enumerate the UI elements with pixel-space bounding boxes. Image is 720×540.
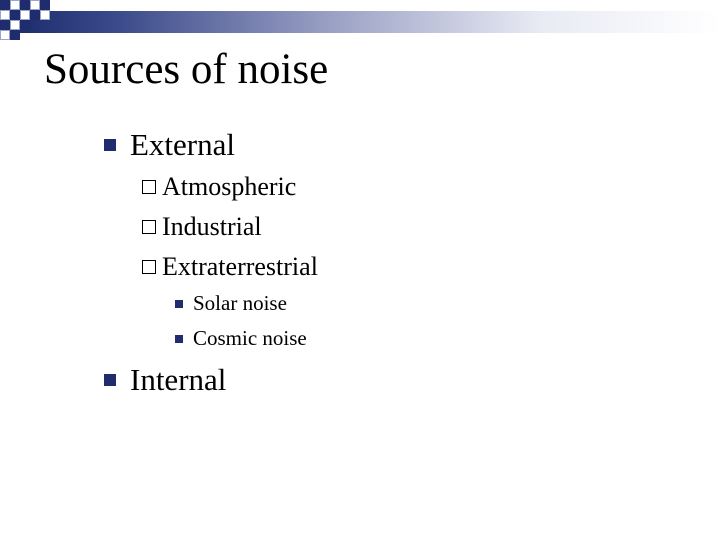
sub-sub-bullet-cosmic: Cosmic noise xyxy=(193,326,307,350)
bullet-square-icon xyxy=(104,374,116,386)
decor-square xyxy=(30,10,40,20)
decor-square xyxy=(10,30,20,40)
bullet-square-icon xyxy=(104,139,116,151)
decor-square xyxy=(10,20,20,30)
hollow-box-icon xyxy=(142,180,156,194)
sub-bullet-label: Industrial xyxy=(162,212,262,241)
decor-square xyxy=(20,20,30,30)
decor-square xyxy=(10,10,20,20)
sub-bullet-extraterrestrial xyxy=(142,252,318,282)
slide-title: Sources of noise xyxy=(44,46,329,93)
decor-square xyxy=(10,0,20,10)
hollow-box-icon xyxy=(142,260,156,274)
hollow-box-icon xyxy=(142,220,156,234)
decor-square xyxy=(40,10,50,20)
decor-square xyxy=(0,10,10,20)
sub-bullet-label: Atmospheric xyxy=(162,172,297,201)
decor-square xyxy=(40,0,50,10)
sub-sub-bullet-solar: Solar noise xyxy=(193,291,287,315)
sub-bullet-industrial xyxy=(142,212,262,242)
bullet-internal: Internal xyxy=(130,362,227,397)
sub-bullet-atmospheric xyxy=(142,172,296,202)
decor-square xyxy=(20,0,30,10)
decor-square xyxy=(0,0,10,10)
decor-square xyxy=(20,10,30,20)
decor-square xyxy=(0,30,10,40)
sub-bullet-label: Extraterrestrial xyxy=(162,252,318,281)
decor-square xyxy=(0,20,10,30)
small-bullet-square-icon xyxy=(175,300,183,308)
small-bullet-square-icon xyxy=(175,335,183,343)
bullet-external: External xyxy=(130,127,236,162)
header-gradient-band xyxy=(10,11,720,33)
decor-square xyxy=(30,0,40,10)
